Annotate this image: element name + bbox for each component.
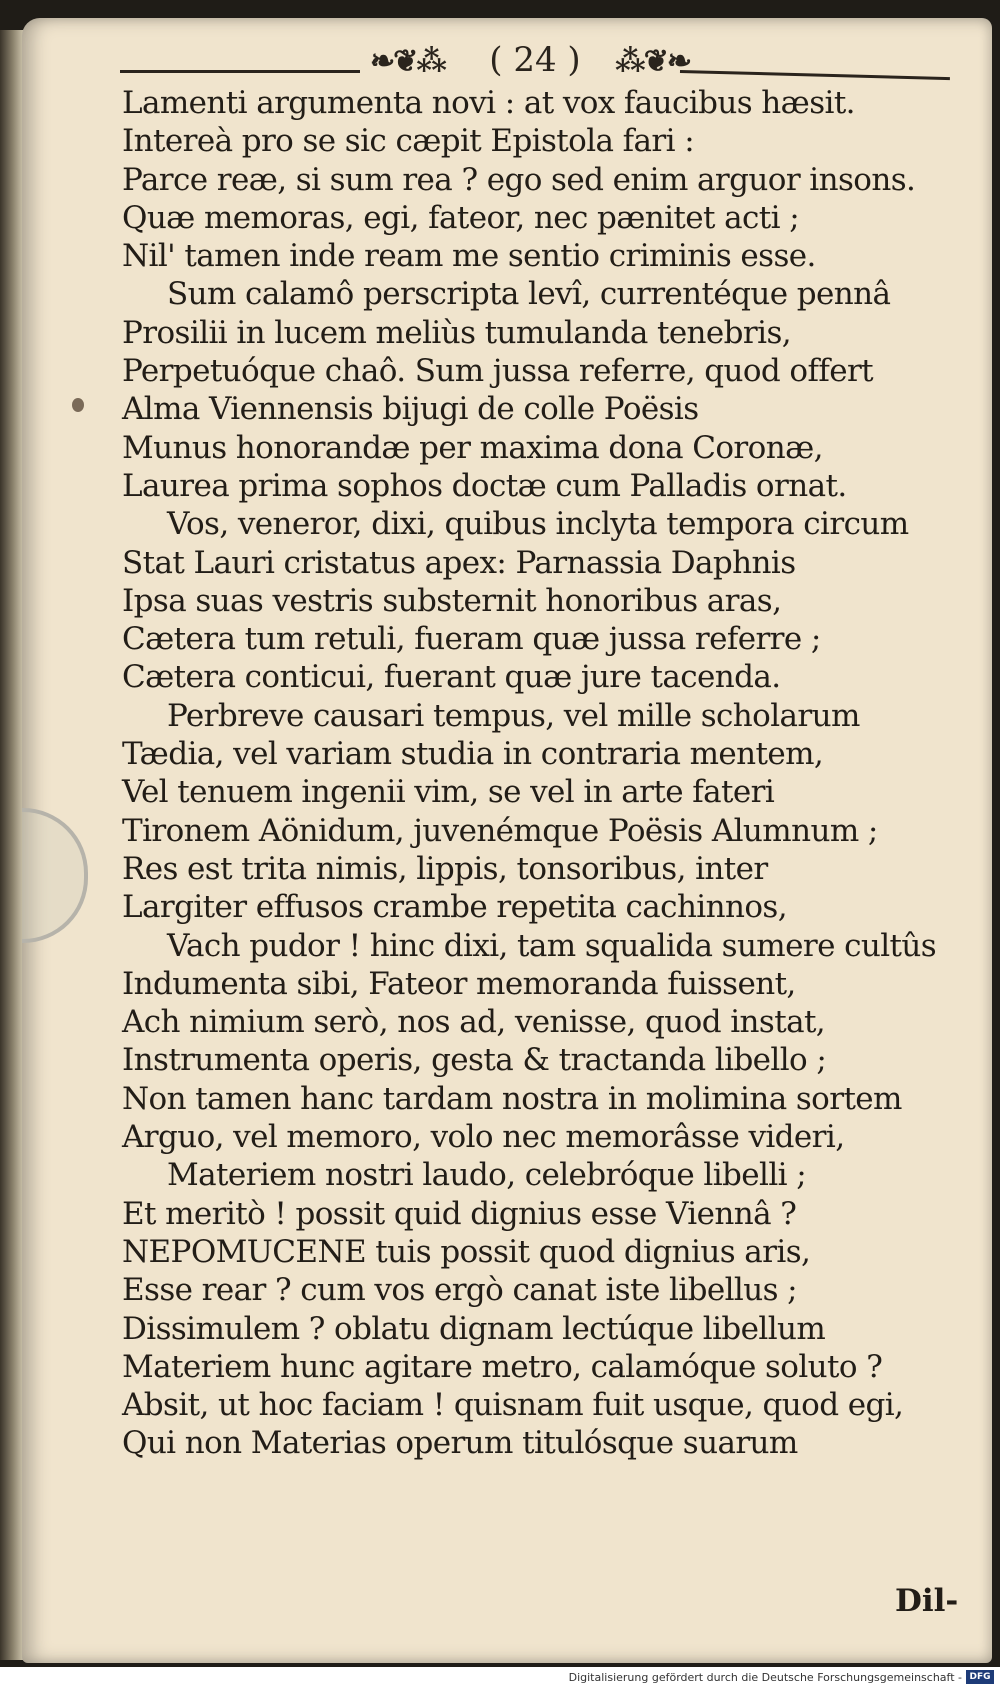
poem-line: Perpetuóque chaô. Sum jussa referre, quod offert — [122, 353, 874, 390]
catchword: Dil- — [895, 1583, 959, 1619]
poem-line: Perbreve causari tempus, vel mille scholarum — [167, 697, 860, 734]
poem-line: Qui non Materias operum titulósque suarum — [122, 1425, 798, 1462]
poem-line: Non tamen hanc tardam nostra in molimina sortem — [122, 1080, 902, 1117]
poem-line: Quæ memoras, egi, fateor, nec pænitet acti ; — [122, 199, 800, 236]
poem-line: Arguo, vel memoro, volo nec memorâsse videri, — [122, 1119, 845, 1156]
poem-line: Tædia, vel variam studia in contraria mentem, — [122, 736, 824, 773]
poem-line: Res est trita nimis, lippis, tonsoribus, inter — [122, 850, 768, 887]
poem-line: Largiter effusos crambe repetita cachinnos, — [122, 889, 787, 926]
poem-line: Parce reæ, si sum rea ? ego sed enim arguor insons. — [122, 161, 916, 198]
poem-line: Materiem nostri laudo, celebróque libelli ; — [167, 1157, 807, 1194]
running-header — [120, 40, 960, 84]
poem-line: Vach pudor ! hinc dixi, tam squalida sumere cultûs — [167, 927, 937, 964]
poem-line: Prosilii in lucem meliùs tumulanda tenebris, — [122, 314, 792, 351]
poem-line: Indumenta sibi, Fateor memoranda fuissent, — [122, 965, 796, 1002]
page-clip — [22, 808, 88, 943]
poem-body — [122, 84, 967, 1463]
poem-line: Lamenti argumenta novi : at vox faucibus hæsit. — [122, 85, 855, 121]
poem-line: Dissimulem ? oblatu dignam lectúque libellum — [122, 1310, 826, 1347]
poem-line: Tironem Aönidum, juvenémque Poësis Alumnum ; — [122, 812, 878, 849]
poem-line: Cætera tum retuli, fueram quæ jussa referre ; — [122, 621, 821, 658]
dfg-logo-icon: DFG — [966, 1670, 994, 1684]
poem-line: Absit, ut hoc faciam ! quisnam fuit usque, quod egi, — [122, 1387, 904, 1424]
poem-line: Alma Viennensis bijugi de colle Poësis — [122, 391, 699, 428]
poem-line: Materiem hunc agitare metro, calamóque soluto ? — [122, 1348, 883, 1385]
poem-line: Vos, veneror, dixi, quibus inclyta tempora circum — [167, 506, 909, 543]
poem-line: Vel tenuem ingenii vim, se vel in arte fateri — [122, 774, 775, 811]
poem-line: Esse rear ? cum vos ergò canat iste libellus ; — [122, 1272, 797, 1309]
poem-line: Intereà pro se sic cæpit Epistola fari : — [122, 123, 695, 160]
header-rule-right — [680, 70, 950, 80]
poem-line: Et meritò ! possit quid dignius esse Viennâ ? — [122, 1195, 797, 1232]
poem-line: Sum calamô perscripta levî, currentéque pennâ — [167, 276, 891, 313]
header-rule-left — [120, 70, 360, 73]
poem-line: Laurea prima sophos doctæ cum Palladis ornat. — [122, 467, 847, 504]
page-number: ( 24 ) — [489, 40, 581, 80]
footer-credit-text: Digitalisierung gefördert durch die Deutsche Forschungsgemeinschaft - — [568, 1671, 962, 1684]
poem-line: Stat Lauri cristatus apex: Parnassia Daphnis — [122, 544, 796, 581]
poem-line: Cætera conticui, fuerant quæ jure tacenda. — [122, 659, 781, 696]
digitization-footer — [0, 1667, 1000, 1691]
poem-line: Instrumenta operis, gesta & tractanda libello ; — [122, 1042, 827, 1079]
ink-spot — [72, 398, 84, 412]
poem-line: Nil' tamen inde ream me sentio criminis esse. — [122, 238, 816, 275]
poem-line: Ach nimium serò, nos ad, venisse, quod instat, — [122, 1004, 826, 1041]
header-ornament-right: ⁂❦❧ — [615, 44, 690, 79]
poem-line: NEPOMUCENE tuis possit quod dignius aris, — [122, 1233, 811, 1270]
poem-line: Ipsa suas vestris substernit honoribus aras, — [122, 582, 782, 619]
header-ornament-left: ❧❦⁂ — [370, 44, 445, 79]
poem-line: Munus honorandæ per maxima dona Coronæ, — [122, 429, 823, 466]
